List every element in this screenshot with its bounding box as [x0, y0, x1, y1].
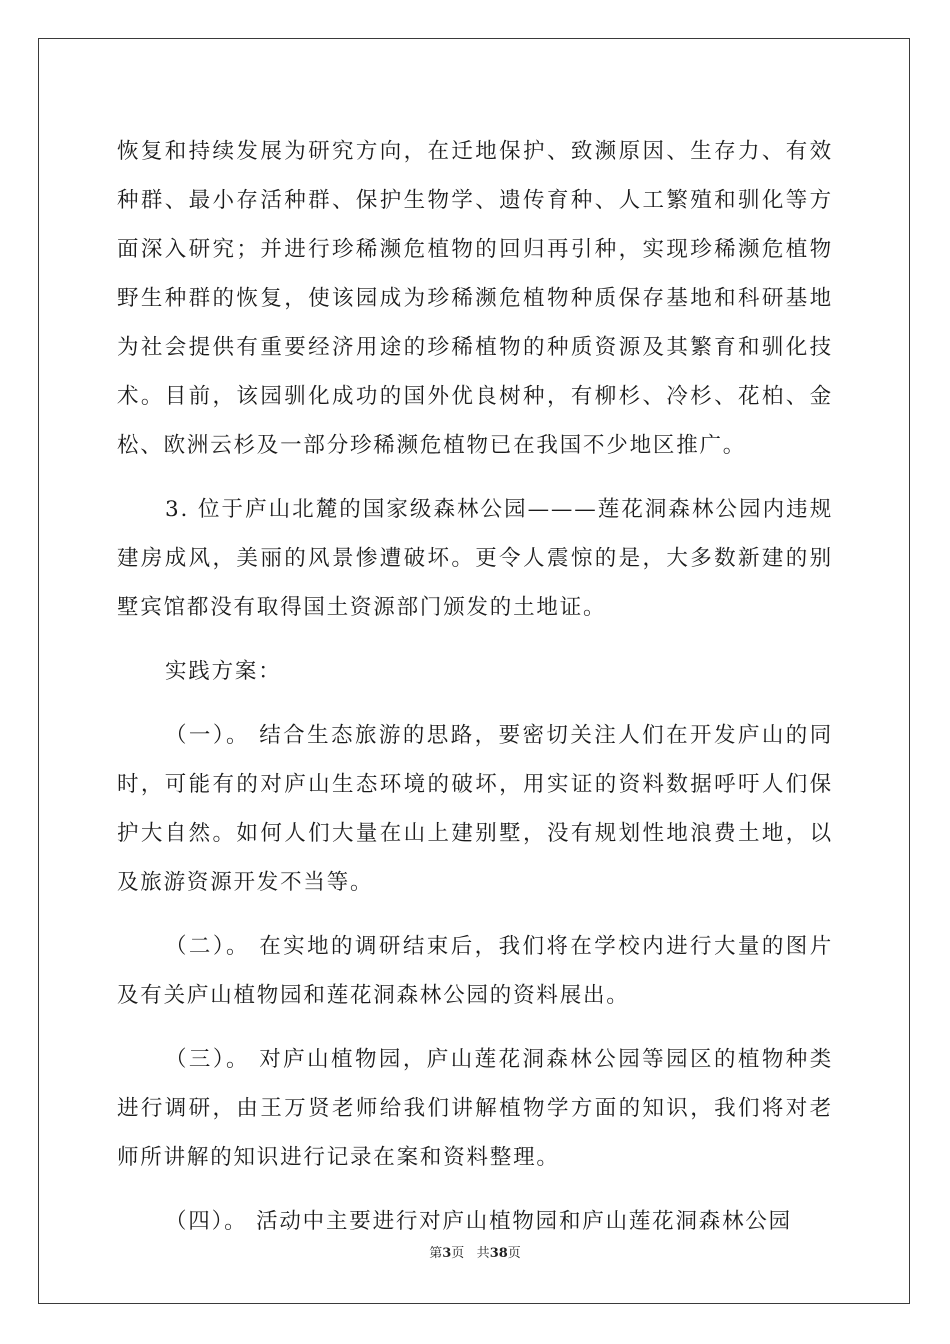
paragraph: 3. 位于庐山北麓的国家级森林公园———莲花洞森林公园内违规建房成风，美丽的风景惨遭破坏。更令人震惊的是，大多数新建的别墅宾馆都没有取得国土资源部门颁发的土地证。 — [117, 497, 833, 620]
footer-total-prefix: 共 — [476, 1246, 490, 1261]
paragraph: （一）。 结合生态旅游的思路，要密切关注人们在开发庐山的同时，可能有的对庐山生态环境的破坏，用实证的资料数据呼吁人们保护大自然。如何人们大量在山上建别墅，没有规划性地浪费土地，以及旅游资源开发不当等。 — [117, 723, 833, 895]
paragraph: （四）。 活动中主要进行对庐山植物园和庐山莲花洞森林公园 — [165, 1209, 792, 1234]
footer-page-number: 3 — [442, 1246, 452, 1261]
document-body — [117, 127, 833, 1246]
page-footer — [0, 1242, 950, 1261]
paragraph: 恢复和持续发展为研究方向，在迁地保护、致濒原因、生存力、有效种群、最小存活种群、保护生物学、遗传育种、人工繁殖和驯化等方面深入研究；并进行珍稀濒危植物的回归再引种，实现珍稀濒危植物野生种群的恢复，使该园成为珍稀濒危植物种质保存基地和科研基地为社会提供有重要经济用途的珍稀植物的种质资源及其繁育和驯化技术。目前，该园驯化成功的国外优良树种，有柳杉、冷杉、花柏、金松、欧洲云杉及一部分珍稀濒危植物已在我国不少地区推广。 — [117, 139, 833, 458]
paragraph: 实践方案： — [165, 659, 282, 684]
footer-page-unit: 页 — [451, 1246, 465, 1261]
paragraph: （三）。 对庐山植物园，庐山莲花洞森林公园等园区的植物种类进行调研，由王万贤老师给我们讲解植物学方面的知识，我们将对老师所讲解的知识进行记录在案和资料整理。 — [117, 1047, 833, 1170]
paragraph: （二）。 在实地的调研结束后，我们将在学校内进行大量的图片及有关庐山植物园和莲花洞森林公园的资料展出。 — [117, 934, 833, 1008]
footer-page-prefix: 第 — [429, 1246, 443, 1261]
footer-total-pages: 38 — [489, 1246, 508, 1261]
footer-total-unit: 页 — [507, 1246, 521, 1261]
